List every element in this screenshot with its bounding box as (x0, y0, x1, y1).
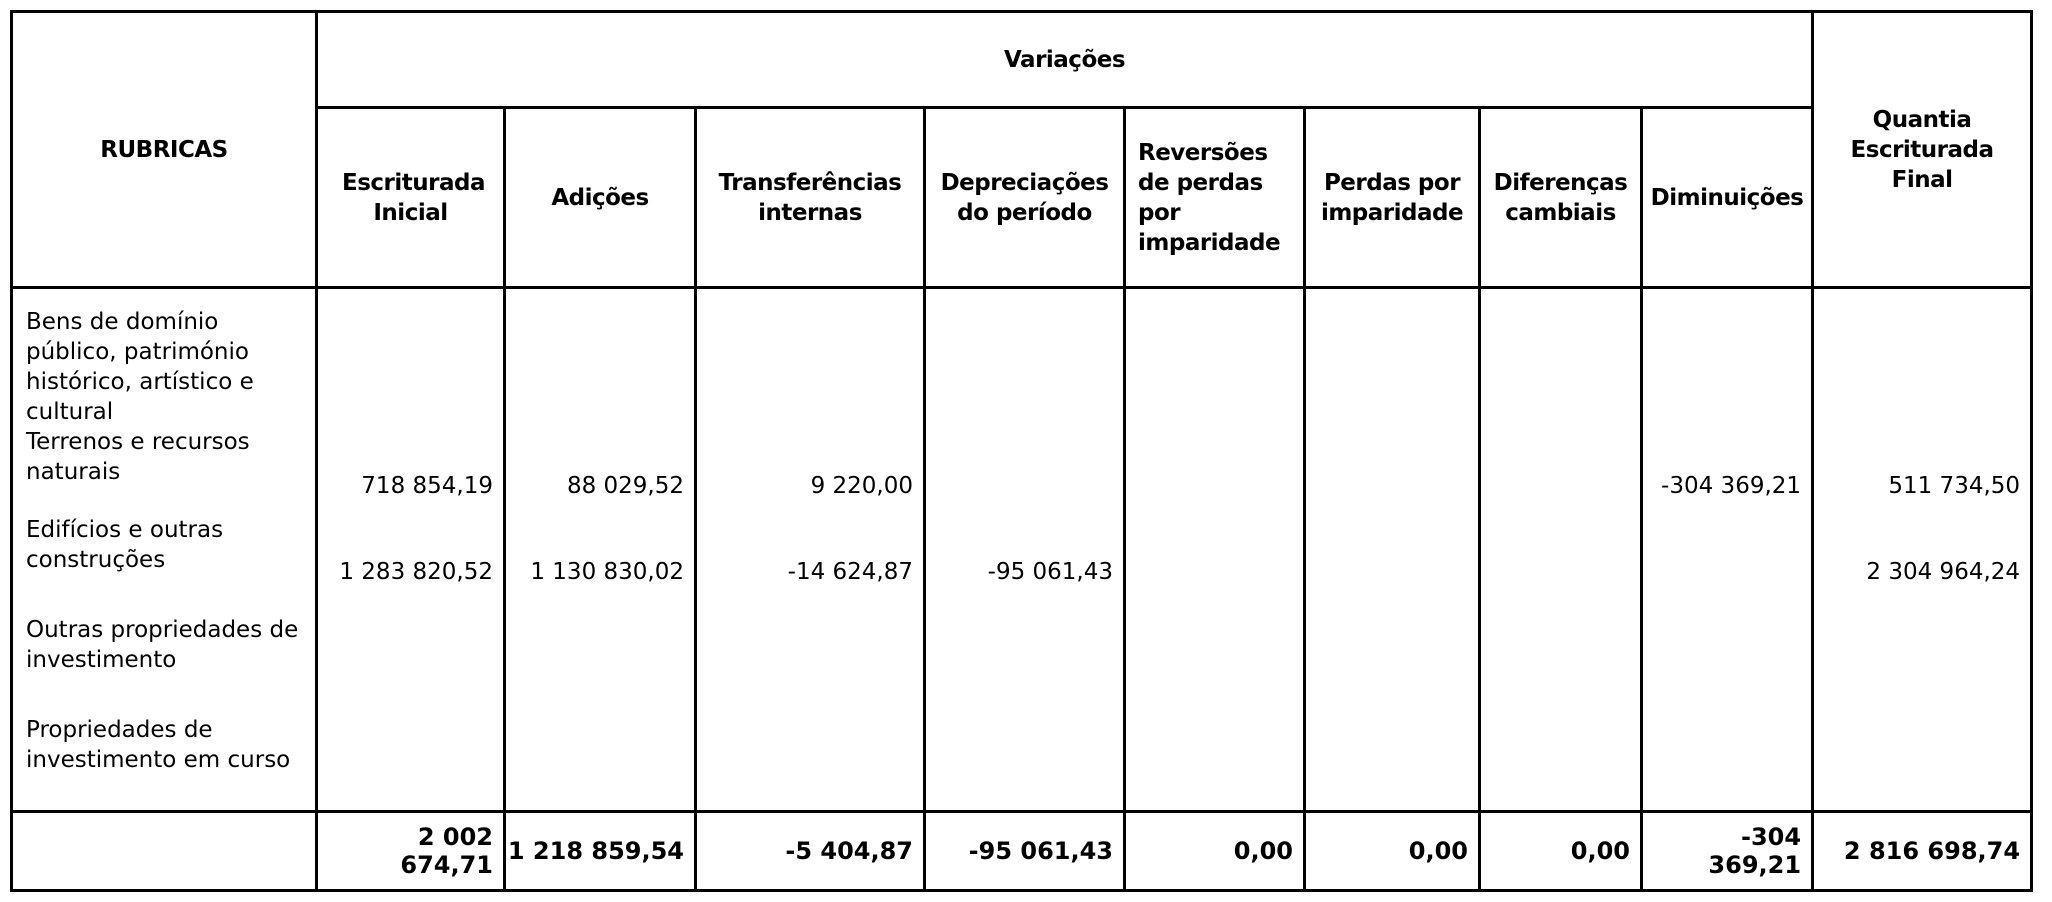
cell-value: 88 029,52 (566, 473, 684, 499)
total-value: -5 404,87 (696, 812, 925, 891)
cell-value: 511 734,50 (1888, 473, 2021, 499)
header-adicoes: Adições (505, 108, 696, 288)
cell-value: -304 369,21 (1661, 473, 1802, 499)
row-label: Outras propriedades de investimento (26, 617, 299, 673)
col-adicoes (505, 288, 696, 812)
cell-value: 1 283 820,52 (339, 559, 493, 585)
totals-label-cell (12, 812, 317, 891)
header-transferencias-internas: Transferências internas (696, 108, 925, 288)
header-diminuicoes: Diminuições (1642, 108, 1813, 288)
total-value: -304 369,21 (1642, 812, 1813, 891)
col-diminuicoes (1642, 288, 1813, 812)
header-variacoes: Variações (317, 12, 1813, 108)
col-quantia-final (1813, 288, 2032, 812)
header-rubricas: RUBRICAS (12, 12, 317, 288)
asset-variations-table (10, 10, 2033, 892)
header-perdas-imparidade: Perdas por imparidade (1305, 108, 1480, 288)
total-value: 2 816 698,74 (1813, 812, 2032, 891)
cell-value: 2 304 964,24 (1866, 559, 2021, 585)
header-diferencas-cambiais: Diferenças cambiais (1480, 108, 1642, 288)
rubricas-column (12, 288, 317, 812)
total-value: -95 061,43 (925, 812, 1125, 891)
header-quantia-final: Quantia Escriturada Final (1813, 12, 2032, 288)
col-depreciacoes (925, 288, 1125, 812)
header-reversoes: Reversões de perdas por imparidade (1125, 108, 1305, 288)
total-value: 0,00 (1125, 812, 1305, 891)
row-label: Propriedades de investimento em curso (26, 717, 291, 773)
row-label: Terrenos e recursos naturais (26, 429, 250, 485)
cell-value: 718 854,19 (361, 473, 493, 499)
header-depreciacoes: Depreciações do período (925, 108, 1125, 288)
cell-value: 1 130 830,02 (530, 559, 684, 585)
total-value: 2 002 674,71 (317, 812, 505, 891)
row-label: Edifícios e outras construções (26, 517, 224, 573)
total-value: 0,00 (1305, 812, 1480, 891)
cell-value: 9 220,00 (810, 473, 913, 499)
col-reversoes (1125, 288, 1305, 812)
col-perdas (1305, 288, 1480, 812)
col-escriturada-inicial (317, 288, 505, 812)
row-label: Bens de domínio público, património histórico, artístico e cultural (26, 309, 254, 425)
cell-value: -14 624,87 (787, 559, 913, 585)
col-diferencas (1480, 288, 1642, 812)
col-transferencias (696, 288, 925, 812)
header-escriturada-inicial: Escriturada Inicial (317, 108, 505, 288)
cell-value: -95 061,43 (987, 559, 1113, 585)
total-value: 1 218 859,54 (505, 812, 696, 891)
total-value: 0,00 (1480, 812, 1642, 891)
